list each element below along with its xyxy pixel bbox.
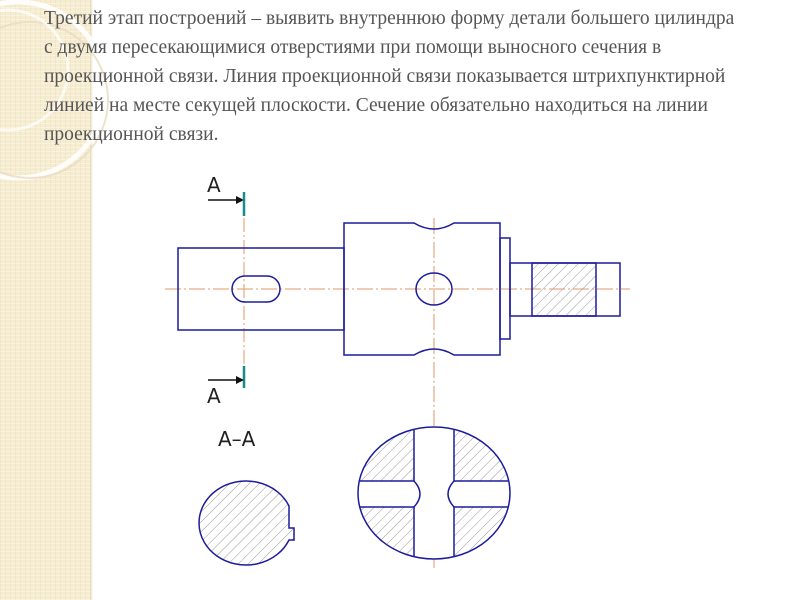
cut-label-top: А — [207, 173, 221, 197]
section-title: А–А — [218, 427, 256, 451]
cut-label-bottom: А — [207, 384, 221, 408]
slide-paragraph: Третий этап построений – выявить внутреннюю форму детали большего цилиндра с двумя пересекающимися отверстиями при помощи выносного сечения в проекционной связи. Линия проекционной связи показывается штрихпунктирной линией на месте секущей плоскости. Сечение обязательно находиться на линии проекционной связи. — [44, 8, 735, 145]
cut-marker-bottom — [207, 366, 244, 408]
cut-marker-top — [207, 173, 244, 216]
big-section — [350, 420, 520, 570]
small-section — [199, 481, 294, 565]
right-shaft-hatch — [532, 263, 596, 316]
